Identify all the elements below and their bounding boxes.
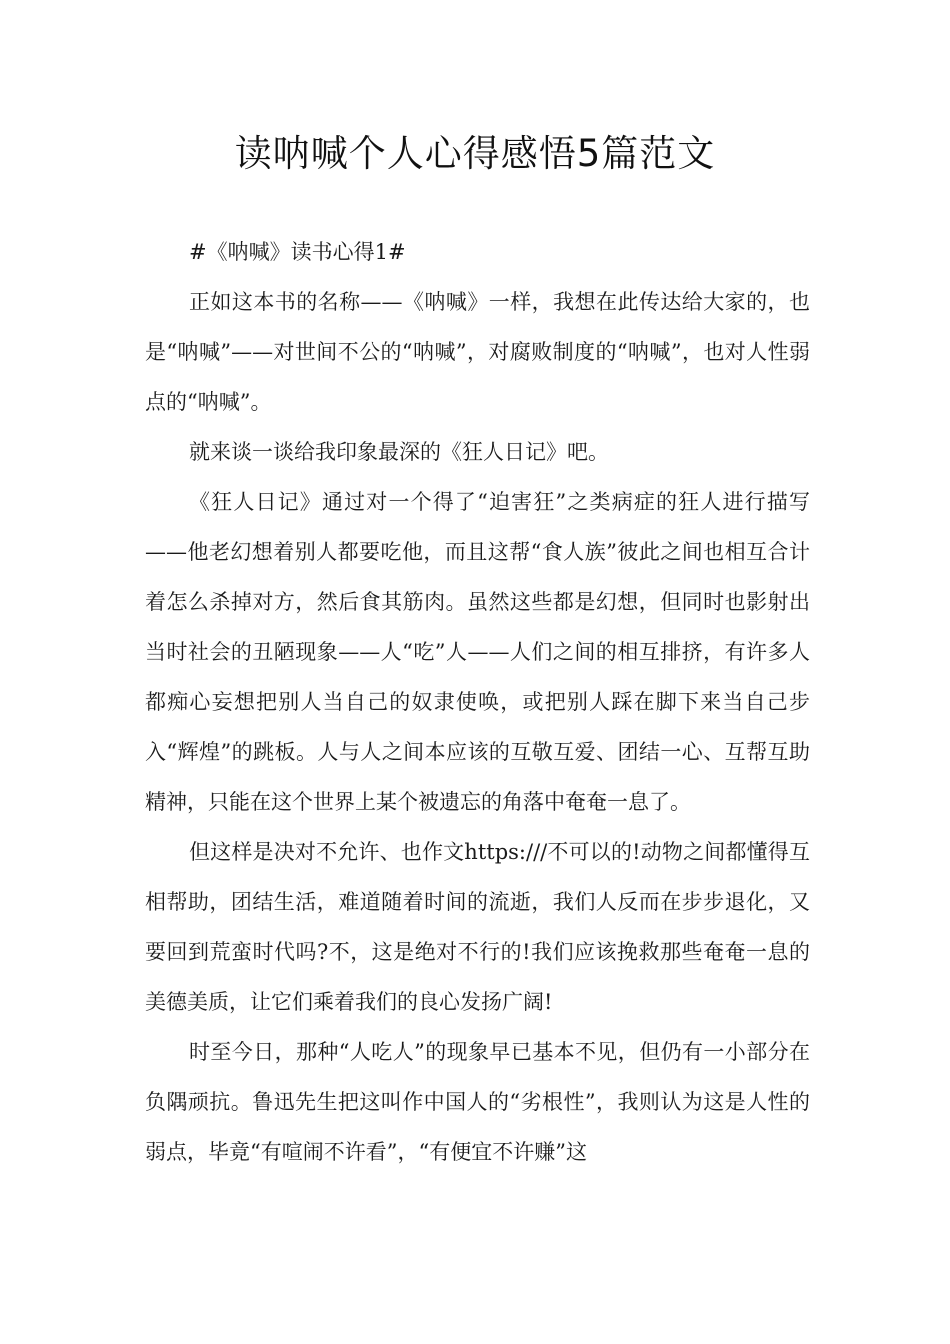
paragraph: 时至今日，那种“人吃人”的现象早已基本不见，但仍有一小部分在负隅顽抗。鲁迅先生把这叫作中国人的“劣根性”，我则认为这是人性的弱点，毕竟“有喧闹不许看”，“有便宜不许赚”这: [145, 1040, 810, 1164]
paragraph: 正如这本书的名称——《呐喊》一样，我想在此传达给大家的，也是“呐喊”——对世间不公的“呐喊”，对腐败制度的“呐喊”，也对人性弱点的“呐喊”。: [145, 290, 810, 414]
paragraph: 但这样是决对不允许、也作文https:///不可以的!动物之间都懂得互相帮助，团结生活，难道随着时间的流逝，我们人反而在步步退化，又要回到荒蛮时代吗?不，这是绝对不行的!我们应该挽救那些奄奄一息的美德美质，让它们乘着我们的良心发扬广阔!: [145, 840, 810, 1014]
document-body: [145, 227, 810, 1177]
paragraph: 《狂人日记》通过对一个得了“迫害狂”之类病症的狂人进行描写——他老幻想着别人都要吃他，而且这帮“食人族”彼此之间也相互合计着怎么杀掉对方，然后食其筋肉。虽然这些都是幻想，但同时也影射出当时社会的丑陋现象——人“吃”人——人们之间的相互排挤，有许多人都痴心妄想把别人当自己的奴隶使唤，或把别人踩在脚下来当自己步入“辉煌”的跳板。人与人之间本应该的互敬互爱、团结一心、互帮互助精神，只能在这个世界上某个被遗忘的角落中奄奄一息了。: [145, 490, 810, 814]
document-title: 读呐喊个人心得感悟5篇范文: [234, 132, 716, 175]
paragraph: 就来谈一谈给我印象最深的《狂人日记》吧。: [189, 440, 609, 464]
section-heading: #《呐喊》读书心得1#: [189, 240, 406, 264]
